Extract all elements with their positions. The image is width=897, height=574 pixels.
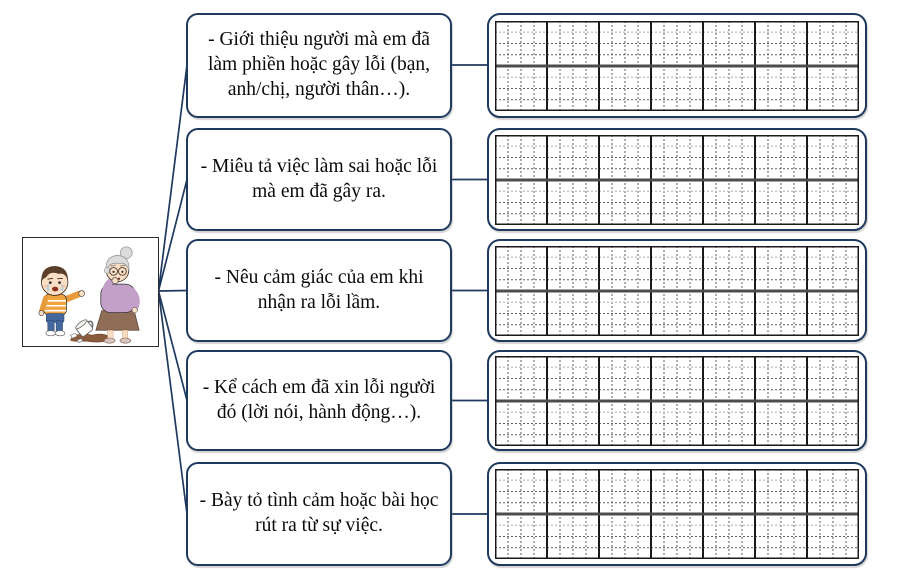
grandmother [96, 247, 139, 343]
grid-lines [495, 356, 859, 446]
writing-grid-3[interactable] [487, 239, 867, 342]
writing-grid-1[interactable] [487, 13, 867, 118]
grid-lines [495, 469, 859, 559]
writing-grid-2[interactable] [487, 128, 867, 231]
prompt-box-1 [186, 13, 452, 118]
prompt-text-1: - Giới thiệu người mà em đã làm phiền hoặc gây lỗi (bạn, anh/chị, người thân…). [207, 29, 430, 100]
prompt-text-3: - Nêu cảm giác của em khi nhận ra lỗi lầm. [214, 266, 424, 313]
broken-cup [74, 317, 95, 338]
grid-lines [495, 21, 859, 111]
prompt-box-2 [186, 128, 452, 231]
prompt-text-5: - Bày tỏ tình cảm hoặc bài học rút ra từ sự việc. [199, 490, 439, 536]
prompt-text-4: - Kể cách em đã xin lỗi người đó (lời nói, hành động…). [202, 376, 436, 423]
writing-grid-4[interactable] [487, 350, 867, 451]
grid-lines [495, 135, 859, 225]
grid-lines [495, 246, 859, 336]
prompt-text-2: - Miêu tả việc làm sai hoặc lỗi mà em đã gây ra. [200, 155, 438, 202]
scene-illustration [23, 238, 158, 346]
prompt-box-5 [186, 462, 452, 566]
scene-illustration-frame [22, 237, 159, 347]
prompt-box-4 [186, 350, 452, 451]
writing-grid-5[interactable] [487, 462, 867, 566]
prompt-box-3 [186, 239, 452, 342]
